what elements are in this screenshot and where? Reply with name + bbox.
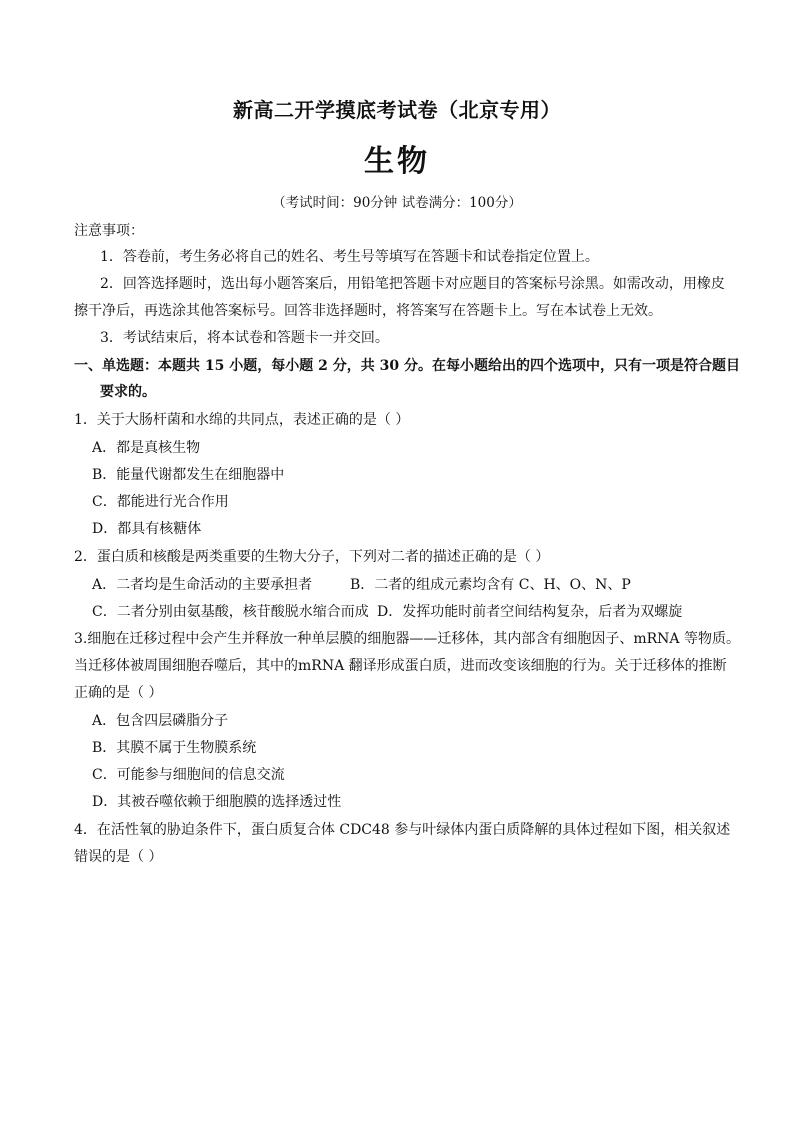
question-3-stem-line-3: 正确的是（ ） — [74, 685, 163, 701]
question-4-stem-line-2: 错误的是（ ） — [74, 849, 163, 865]
note-item-2-line-1: 2．回答选择题时，选出每小题答案后，用铅笔把答题卡对应题目的答案标号涂黑。如需改动，用橡皮 — [100, 276, 725, 292]
question-1-option-a: A．都是真核生物 — [92, 440, 201, 456]
exam-title: 新高二开学摸底考试卷（北京专用） — [233, 98, 561, 122]
note-item-1: 1．答卷前，考生务必将自己的姓名、考生号等填写在答题卡和试卷指定位置上。 — [100, 249, 599, 265]
question-4-stem-line-1: 4．在活性氧的胁迫条件下，蛋白质复合体 CDC48 参与叶绿体内蛋白质降解的具体过程如下图，相关叙述 — [74, 822, 731, 838]
question-3-option-b: B．其膜不属于生物膜系统 — [92, 740, 257, 756]
question-2-option-d: D．发挥功能时前者空间结构复杂，后者为双螺旋 — [377, 604, 683, 620]
question-2-option-a: A．二者均是生命活动的主要承担者 — [92, 577, 313, 593]
question-1-option-d: D．都具有核糖体 — [92, 521, 202, 537]
question-2-option-b: B．二者的组成元素均含有 C、H、O、N、P — [350, 577, 631, 593]
notes-heading: 注意事项： — [74, 223, 144, 239]
question-1-stem: 1．关于大肠杆菌和水绵的共同点，表述正确的是（ ） — [74, 412, 410, 428]
question-3-option-d: D．其被吞噬依赖于细胞膜的选择透过性 — [92, 794, 342, 810]
question-1-option-b: B．能量代谢都发生在细胞器中 — [92, 467, 285, 483]
question-3-stem-line-2: 当迁移体被周围细胞吞噬后，其中的mRNA 翻译形成蛋白质，进而改变该细胞的行为。关于迁移体的推断 — [74, 658, 727, 674]
section-heading-line-1: 一、单选题：本题共 15 小题，每小题 2 分，共 30 分。在每小题给出的四个选项中，只有一项是符合题目 — [74, 358, 740, 374]
note-item-3: 3．考试结束后，将本试卷和答题卡一并交回。 — [100, 330, 389, 346]
note-item-2-line-2: 擦干净后，再选涂其他答案标号。回答非选择题时，将答案写在答题卡上。写在本试卷上无效。 — [74, 303, 662, 319]
question-1-option-c: C．都能进行光合作用 — [92, 494, 229, 510]
subject-title: 生物 — [364, 144, 430, 179]
question-2-option-c: C．二者分别由氨基酸，核苷酸脱水缩合而成 — [92, 604, 369, 620]
question-3-option-a: A．包含四层磷脂分子 — [92, 713, 229, 729]
question-3-option-c: C．可能参与细胞间的信息交流 — [92, 767, 285, 783]
exam-info: （考试时间：90分钟 试卷满分：100分） — [272, 195, 522, 211]
question-3-stem-line-1: 3.细胞在迁移过程中会产生并释放一种单层膜的细胞器——迁移体，其内部含有细胞因子、mRNA 等物质。 — [74, 631, 740, 647]
question-2-stem: 2．蛋白质和核酸是两类重要的生物大分子，下列对二者的描述正确的是（ ） — [74, 549, 550, 565]
section-heading-line-2: 要求的。 — [100, 384, 156, 400]
